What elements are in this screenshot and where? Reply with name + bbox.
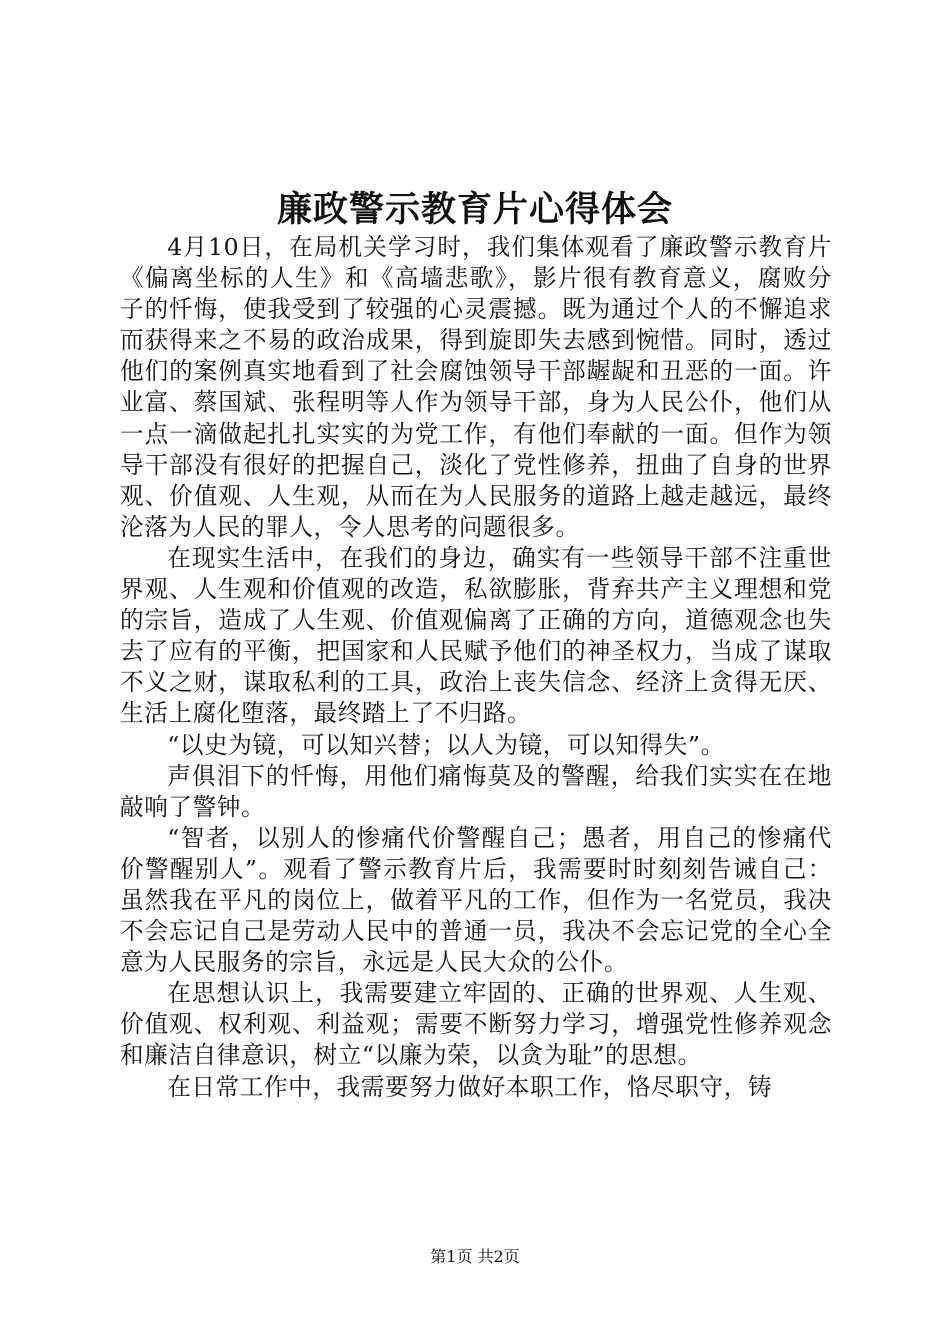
document-body <box>120 232 832 1103</box>
document-title: 廉政警示教育片心得体会 <box>276 189 673 230</box>
paragraph-3: “以史为镜，可以知兴替；以人为镜，可以知得失”。 <box>167 730 725 759</box>
paragraph-6: 在思想认识上，我需要建立牢固的、正确的世界观、人生观、价值观、权利观、利益观；需要不断努力学习，增强党性修养观念和廉洁自律意识，树立“以廉为荣，以贪为耻”的思想。 <box>120 979 832 1070</box>
paragraph-1: 4月10日，在局机关学习时，我们集体观看了廉政警示教育片《偏离坐标的人生》和《高墙悲歌》，影片很有教育意义，腐败分子的忏悔，使我受到了较强的心灵震撼。既为通过个人的不懈追求而获得来之不易的政治成果，得到旋即失去感到惋惜。同时，透过他们的案例真实地看到了社会腐蚀领导干部龌龊和丑恶的一面。许业富、蔡国斌、张程明等人作为领导干部，身为人民公仆，他们从一点一滴做起扎扎实实的为党工作，有他们奉献的一面。但作为领导干部没有很好的把握自己，淡化了党性修养，扭曲了自身的世界观、价值观、人生观，从而在为人民服务的道路上越走越远，最终沦落为人民的罪人，令人思考的问题很多。 <box>120 233 832 541</box>
paragraph-5: “智者，以别人的惨痛代价警醒自己；愚者，用自己的惨痛代价警醒别人”。观看了警示教育片后，我需要时时刻刻告诫自己：虽然我在平凡的岗位上，做着平凡的工作，但作为一名党员，我决不会忘记自己是劳动人民中的普通一员，我决不会忘记党的全心全意为人民服务的宗旨，永远是人民大众的公仆。 <box>120 823 832 977</box>
paragraph-2: 在现实生活中，在我们的身边，确实有一些领导干部不注重世界观、人生观和价值观的改造，私欲膨胀，背弃共产主义理想和党的宗旨，造成了人生观、价值观偏离了正确的方向，道德观念也失去了应有的平衡，把国家和人民赋予他们的神圣权力，当成了谋取不义之财，谋取私利的工具，政治上丧失信念、经济上贪得无厌、生活上腐化堕落，最终踏上了不归路。 <box>120 543 832 728</box>
paragraph-7: 在日常工作中，我需要努力做好本职工作，恪尽职守，铸 <box>167 1072 773 1101</box>
paragraph-4: 声俱泪下的忏悔，用他们痛悔莫及的警醒，给我们实实在在地敲响了警钟。 <box>120 761 832 821</box>
page-footer: 第1页 共2页 <box>430 1247 520 1266</box>
